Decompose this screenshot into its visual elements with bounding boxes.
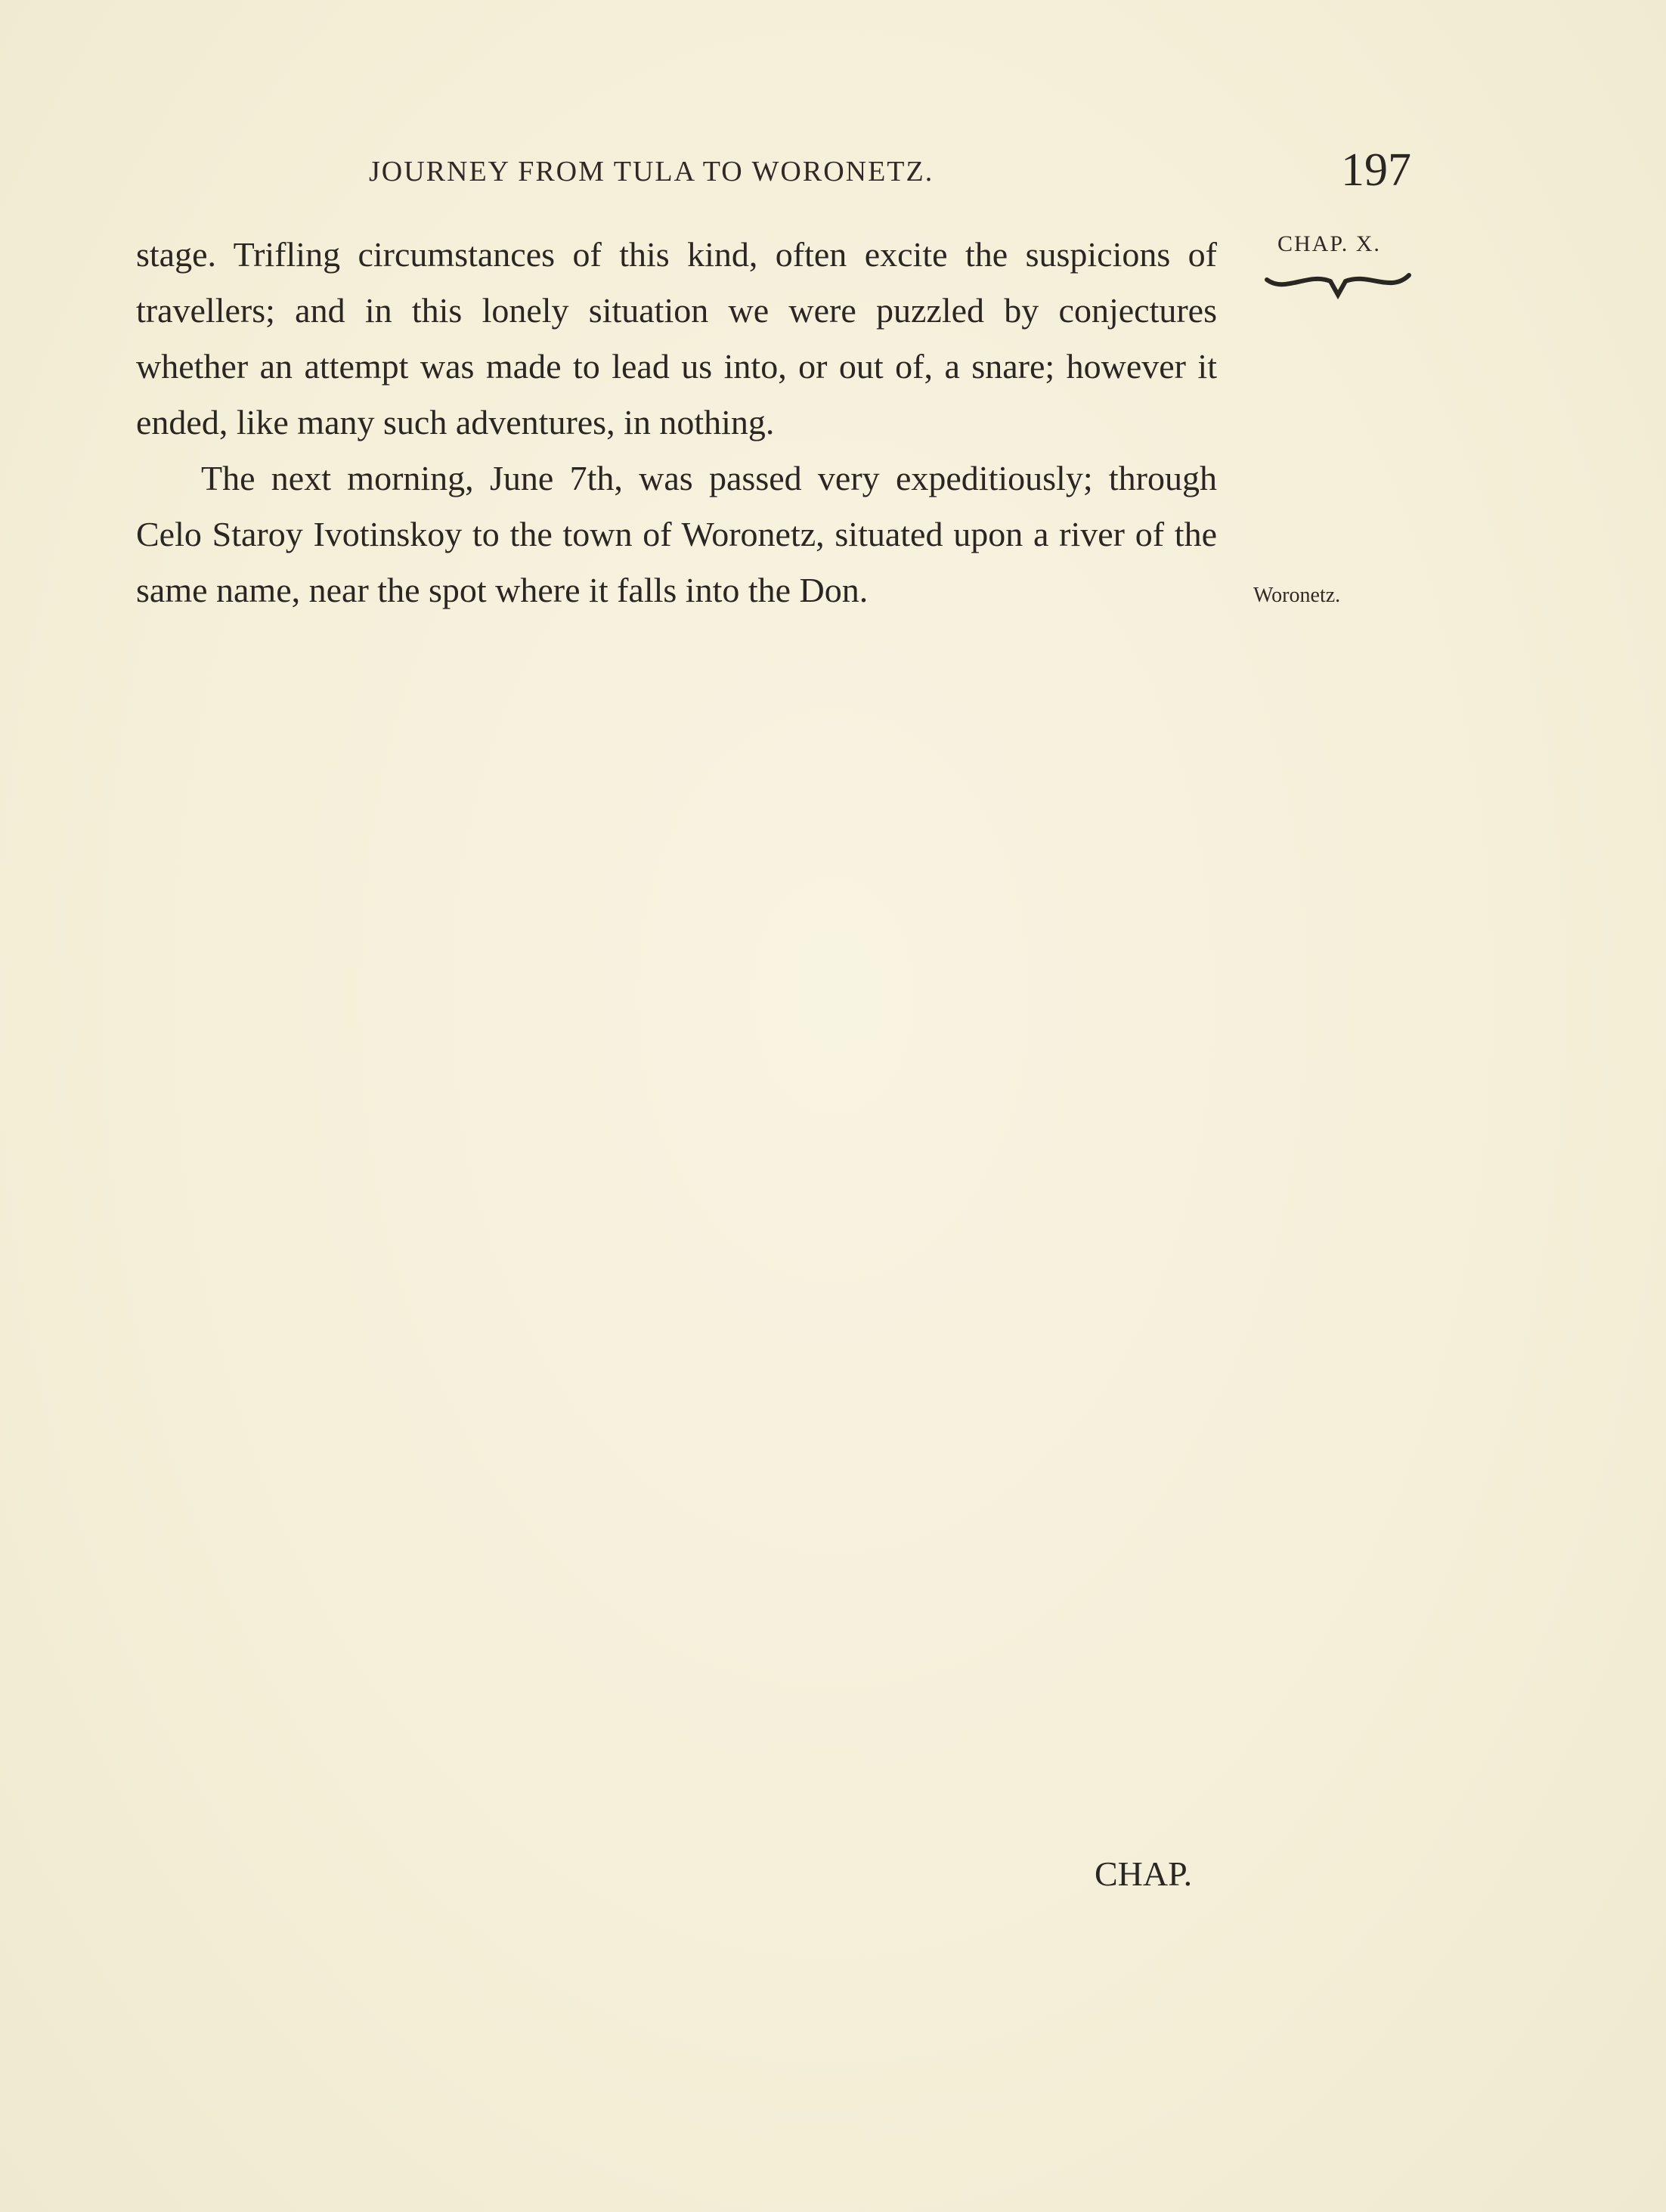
running-title: JOURNEY FROM TULA TO WORONETZ. bbox=[369, 156, 934, 187]
brace-ornament-icon bbox=[1262, 265, 1414, 302]
catchword: CHAP. bbox=[1095, 1854, 1193, 1893]
page-number: 197 bbox=[1341, 144, 1411, 196]
paragraph: stage. Trifling circumstances of this kind, often excite the suspicions of travellers; and in this lonely situation we were puzzled by conjectures whether an attempt was made to lead us into, or out of, a snare; however it ended, like many such adventures, in nothing. bbox=[136, 235, 1217, 441]
paragraph: The next morning, June 7th, was passed very expeditiously; through Celo Staroy Ivotinskoy to the town of Woronetz, situated upon a river of the same name, near the spot where it falls into the Don. bbox=[136, 459, 1217, 609]
main-text bbox=[136, 227, 1217, 618]
margin-side-note: Woronetz. bbox=[1253, 584, 1341, 607]
margin-chapter-label: CHAP. X. bbox=[1277, 231, 1381, 256]
